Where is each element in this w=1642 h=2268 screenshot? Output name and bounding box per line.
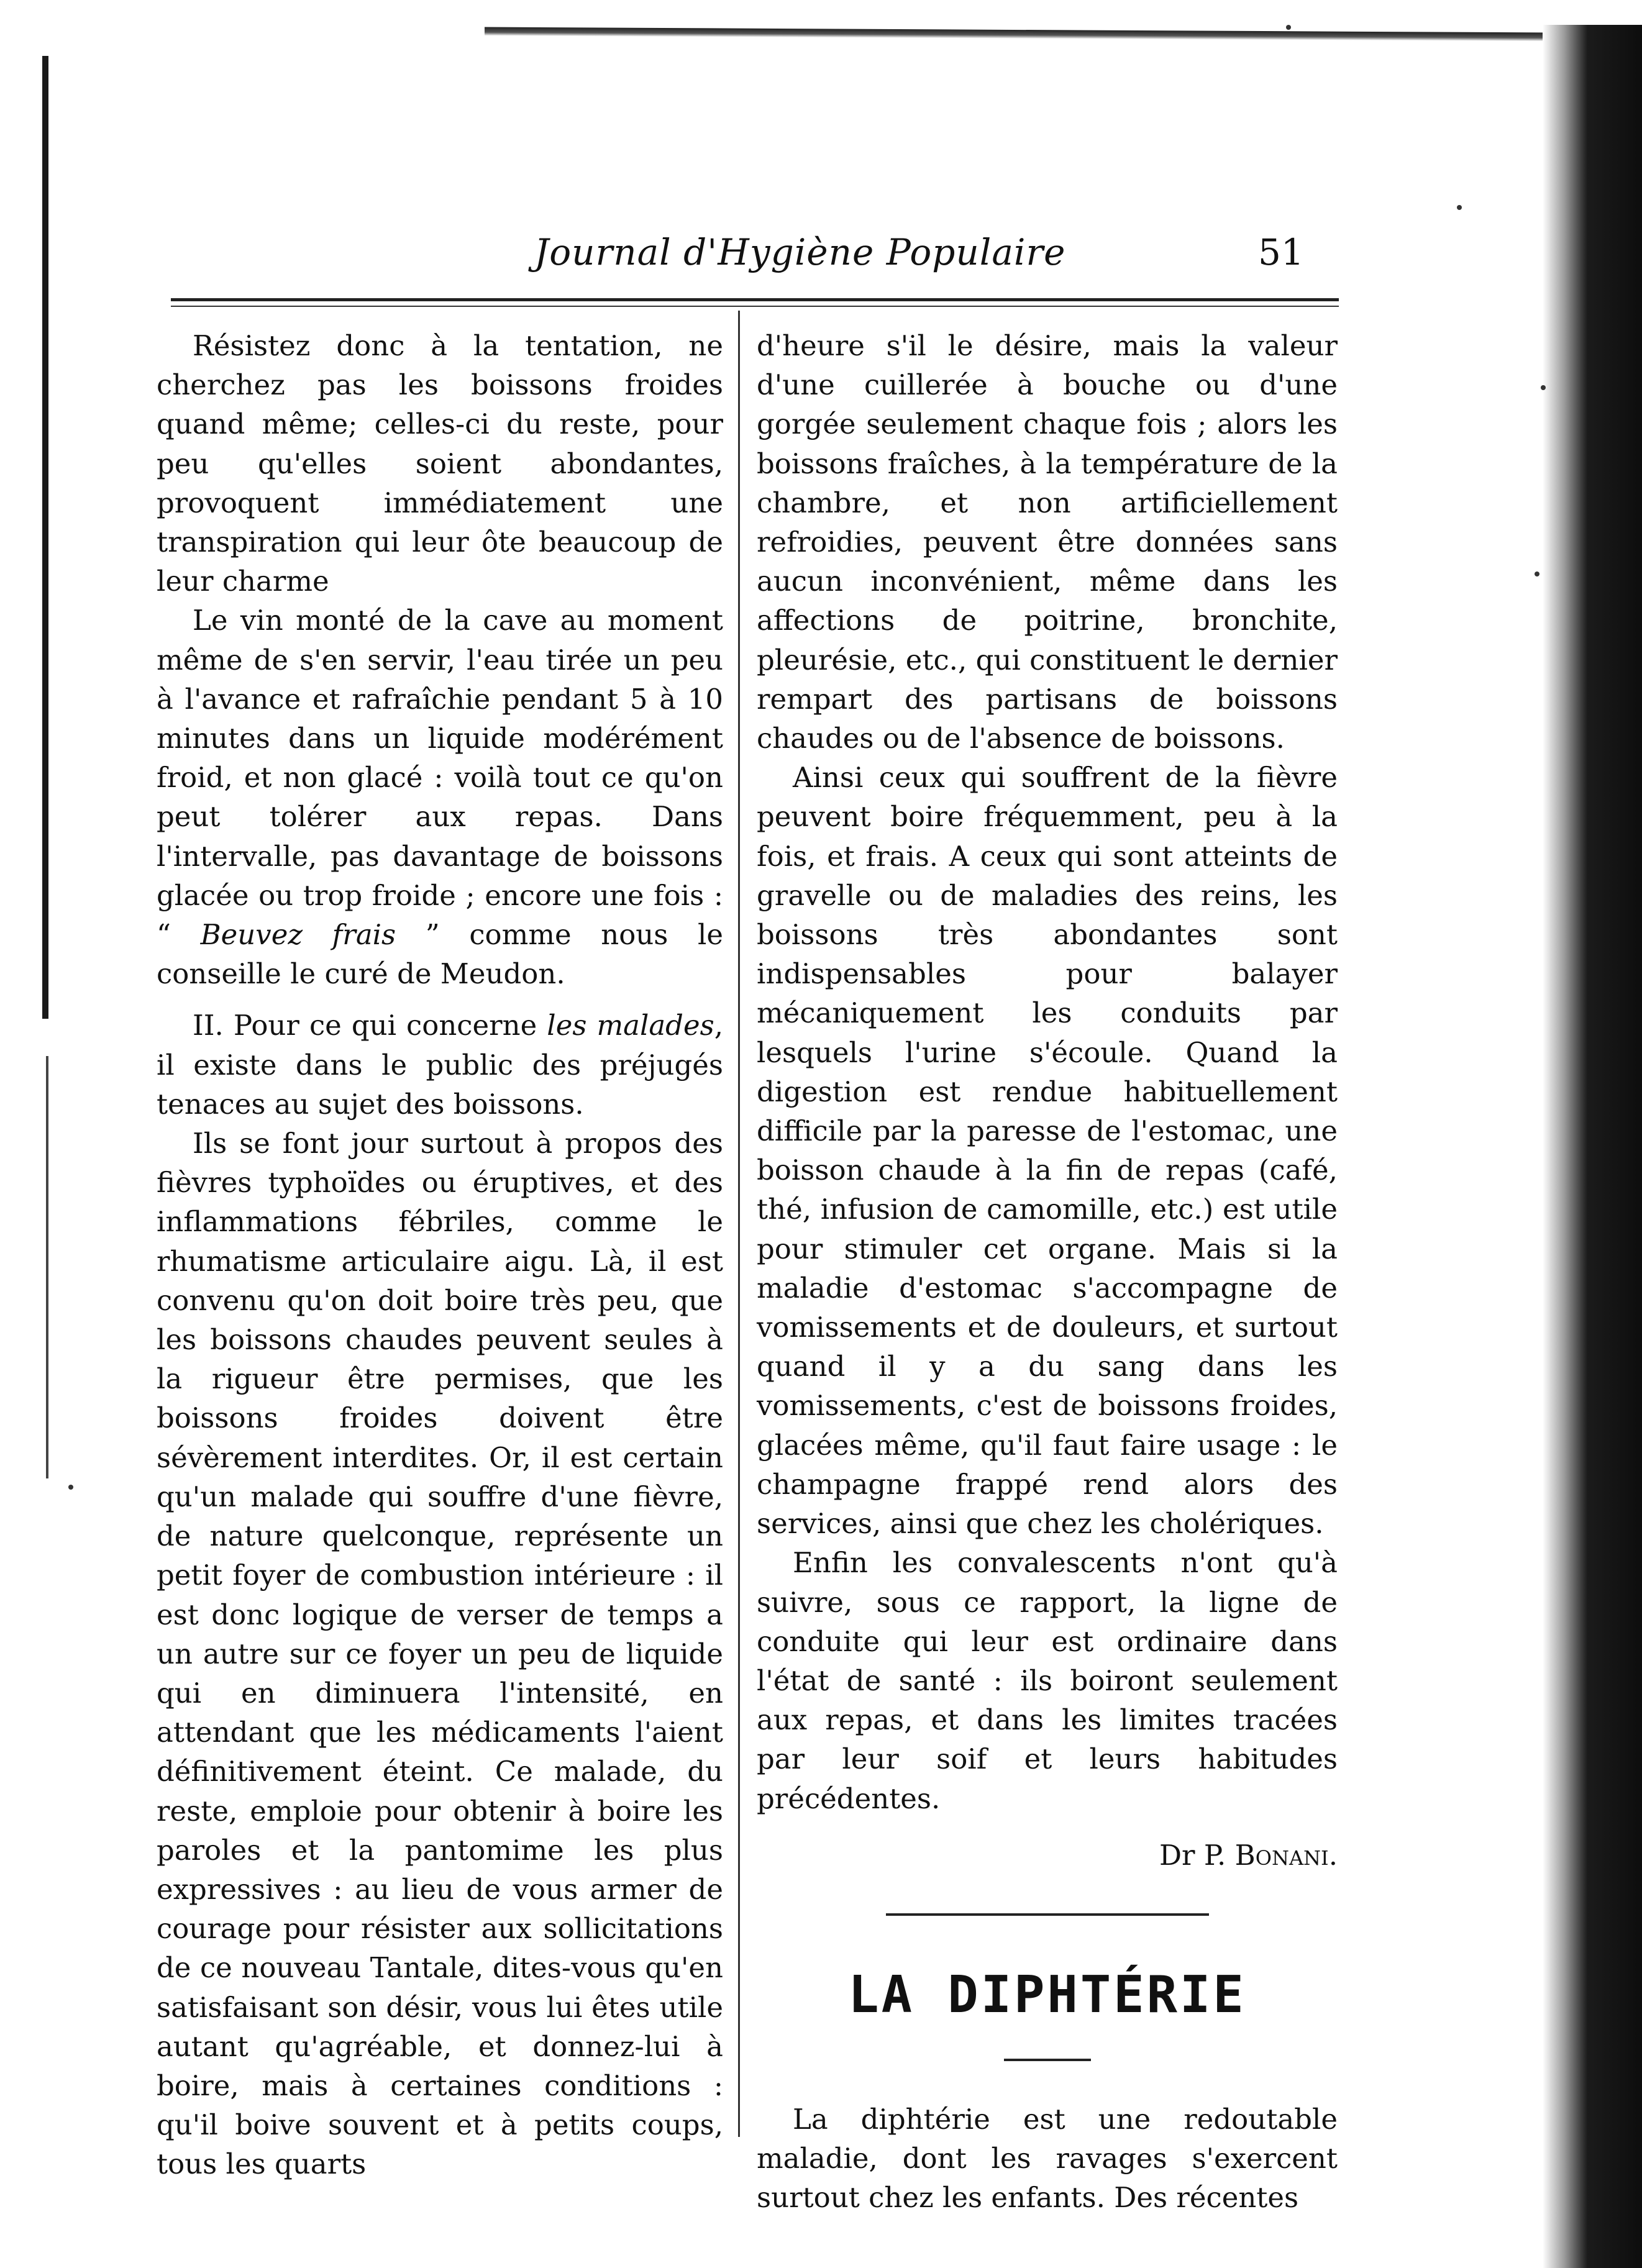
scan-edge-top <box>485 27 1553 41</box>
paragraph-text: II. Pour ce qui concerne <box>193 1009 547 1042</box>
scan-speck <box>1541 385 1546 390</box>
paragraph: Ainsi ceux qui souffrent de la fièvre peuvent boire fréquemment, peu à la fois, et frais. A ceux qui sont atteints de gravelle ou de maladies des reins, les boissons très abondantes sont indispensables pour balayer mécaniquement les conduits par lesquels l'urine s'écoule. Quand la digestion est rendue habituellement difficile par la paresse de l'estomac, une boisson chaude à la fin de repas (café, thé, infusion de camomille, etc.) est utile pour stimuler cet organe. Mais si la maladie d'estomac s'accompagne de vomissements et de douleurs, et surtout quand il y a du sang dans les vomissements, c'est de boissons froides, glacées même, qu'il faut faire usage : le champagne frappé rend alors des services, ainsi que chez les cholériques. <box>757 761 1338 1541</box>
paragraph-text: Le vin monté de la cave au moment même de s'en servir, l'eau tirée un peu à l'avance et rafraîchie pendant 5 à 10 minutes dans un liquide modérément froid, et non glacé : voilà tout ce qu'on peut tolérer aux repas. Dans l'intervalle, pas davantage de boissons glacée ou trop froide ; encore une fois : “ <box>157 604 723 952</box>
signature-name: Bonani. <box>1234 1838 1338 1872</box>
left-column <box>157 326 723 2184</box>
title-rule <box>1004 2059 1091 2061</box>
emphasis-text: Beuvez frais <box>200 918 396 952</box>
paragraph: Enfin les convalescents n'ont qu'à suivre, sous ce rapport, la ligne de conduite qui leur est ordinaire dans l'état de santé : ils boiront seulement aux repas, et dans les limites tracées par leur soif et leurs habitudes précédentes. <box>757 1546 1338 1815</box>
scan-speck <box>1535 572 1539 576</box>
paragraph: Ils se font jour surtout à propos des fièvres typhoïdes ou éruptives, et des inflammations fébriles, comme le rhumatisme articulaire aigu. Là, il est convenu qu'on doit boire très peu, que les boissons chaudes peuvent seules à la rigueur être permises, que les boissons froides doivent être sévèrement interdites. Or, il est certain qu'un malade qui souffre d'une fièvre, de nature quelconque, représente un petit foyer de combustion intérieure : il est donc logique de verser de temps a un autre sur ce foyer un peu de liquide qui en diminuera l'intensité, en attendant que les médicaments l'aient définitivement éteint. Ce malade, du reste, emploie pour obtenir à boire les paroles et la pantomime les plus expressives : au lieu de vous armer de courage pour résister aux sollicitations de ce nouveau Tantale, dites-vous qu'en satisfaisant son désir, vous lui êtes utile autant qu'agréable, et donnez-lui à boire, mais à certaines conditions : qu'il boive souvent et à petits coups, tous les quarts <box>157 1127 723 2181</box>
section-rule <box>886 1913 1209 1916</box>
header-rule-thin <box>171 306 1339 307</box>
paragraph-text: , il existe dans le public des préjugés tenaces au sujet des boissons. <box>157 1009 724 1121</box>
header-rule <box>171 298 1339 301</box>
column-divider <box>738 311 740 2137</box>
paragraph: Résistez donc à la tentation, ne cherchez pas les boissons froides quand même; celles-ci du reste, pour peu qu'elles soient abondantes, provoquent immédiatement une transpiration qui leur ôte beaucoup de leur charme <box>157 329 723 598</box>
author-signature <box>757 1836 1338 1875</box>
article-title: LA DIPHTÉRIE <box>848 1965 1246 2024</box>
scan-edge-left-lower <box>46 1056 48 1478</box>
paragraph-gap <box>157 993 723 1006</box>
signature-prefix: Dr P. <box>1159 1838 1235 1872</box>
scan-speck <box>1457 205 1462 210</box>
paragraph-text: ” comme nous le conseille le curé de Meudon. <box>157 918 723 991</box>
page-number: 51 <box>1258 231 1304 273</box>
paragraph <box>157 601 723 993</box>
scan-speck <box>1286 25 1291 30</box>
scan-speck <box>68 1485 73 1490</box>
paragraph: d'heure s'il le désire, mais la valeur d'une cuillerée à bouche ou d'une gorgée seulement chaque fois ; alors les boissons fraîches, à la température de la chambre, et non artificiellement refroidies, peuvent être données sans aucun inconvénient, même dans les affections de poitrine, bronchite, pleurésie, etc., qui constituent le dernier rempart des partisans de boissons chaudes ou de l'absence de boissons. <box>757 329 1338 755</box>
running-title: Journal d'Hygiène Populaire <box>534 231 1066 273</box>
right-column <box>757 326 1338 2218</box>
emphasis-text: les malades <box>547 1009 714 1042</box>
paragraph: La diphtérie est une redoutable maladie, dont les ravages s'exercent surtout chez les enfants. Des récentes <box>757 2102 1338 2215</box>
paragraph <box>157 1006 723 1124</box>
scan-edge-left <box>42 56 48 1019</box>
scan-edge-right <box>1543 25 1642 2268</box>
